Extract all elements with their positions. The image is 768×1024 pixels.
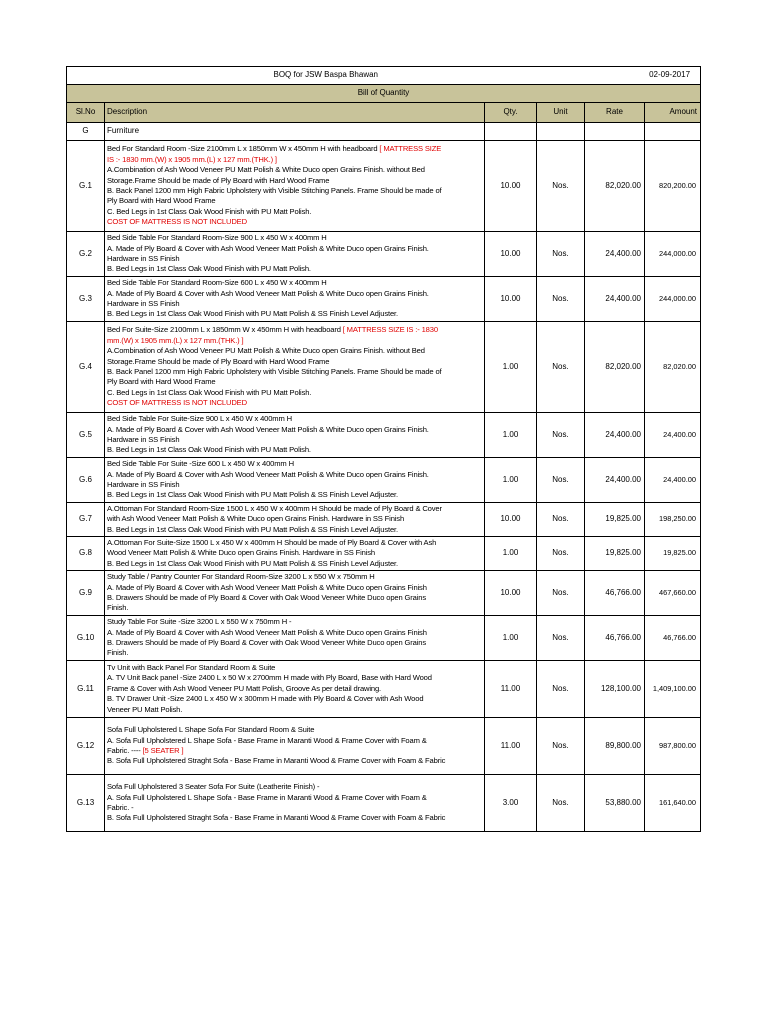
item-qty: 10.00	[485, 503, 537, 537]
table-row	[67, 458, 701, 503]
description-line: B. Bed Legs in 1st Class Oak Wood Finish with PU Matt Polish & SS Finish Level Adjuster.	[107, 309, 398, 319]
description-line: A.Combination of Ash Wood Veneer PU Matt Polish & White Duco open Grains Finish. without Bed	[107, 346, 425, 356]
description-line: Sofa Full Upholstered 3 Seater Sofa For Suite (Leatherite Finish) -	[107, 782, 320, 792]
description-line: A. Made of Ply Board & Cover with Ash Wood Veneer Matt Polish & White Duco open Grains Finish.	[107, 424, 429, 434]
item-description	[105, 322, 485, 413]
item-qty: 10.00	[485, 141, 537, 232]
item-rate: 82,020.00	[585, 322, 645, 413]
item-unit: Nos.	[537, 277, 585, 322]
description-line: Fabric. -	[107, 803, 134, 812]
item-qty: 1.00	[485, 413, 537, 458]
table-row	[67, 537, 701, 571]
item-rate: 24,400.00	[585, 413, 645, 458]
description-line: C. Bed Legs in 1st Class Oak Wood Finish with PU Matt Polish.	[107, 206, 312, 216]
item-sl-no: G.5	[67, 413, 105, 458]
table-row	[67, 661, 701, 718]
item-amount: 19,825.00	[645, 537, 701, 571]
item-amount: 1,409,100.00	[645, 661, 701, 718]
column-header-rate: Rate	[585, 103, 645, 123]
description-line: A.Ottoman For Suite-Size 1500 L x 450 W x 400mm H Should be made of Ply Board & Cover with Ash	[107, 537, 437, 547]
description-line: Veneer PU Matt Polish.	[107, 704, 183, 714]
description-line: Bed Side Table For Suite-Size 900 L x 450 W x 400mm H	[107, 414, 292, 424]
item-sl-no: G.1	[67, 141, 105, 232]
item-qty: 11.00	[485, 661, 537, 718]
description-line: A. Sofa Full Upholstered L Shape Sofa - Base Frame in Maranti Wood & Frame Cover with Foam &	[107, 792, 427, 802]
description-line: B. Sofa Full Upholstered Straght Sofa - Base Frame in Maranti Wood & Frame Cover with Foam & Fabric	[107, 756, 446, 766]
item-rate: 46,766.00	[585, 571, 645, 616]
item-sl-no: G.7	[67, 503, 105, 537]
description-line	[107, 217, 482, 227]
description-line: B. Bed Legs in 1st Class Oak Wood Finish with PU Matt Polish.	[107, 264, 311, 274]
item-amount: 244,000.00	[645, 277, 701, 322]
description-line	[107, 398, 482, 408]
item-sl-no: G.11	[67, 661, 105, 718]
item-sl-no: G.2	[67, 232, 105, 277]
description-line: Study Table / Pantry Counter For Standard Room-Size 3200 L x 550 W x 750mm H	[107, 572, 375, 582]
description-line: A. Made of Ply Board & Cover with Ash Wood Veneer Matt Polish & White Duco open Grains Finish	[107, 582, 427, 592]
item-description	[105, 571, 485, 616]
table-row	[67, 277, 701, 322]
item-description	[105, 718, 485, 775]
item-rate: 24,400.00	[585, 458, 645, 503]
description-line: Hardware in SS Finish	[107, 480, 180, 489]
item-amount: 46,766.00	[645, 616, 701, 661]
item-rate: 82,020.00	[585, 141, 645, 232]
boq-table	[66, 66, 701, 832]
description-line: Finish.	[107, 603, 129, 613]
table-row	[67, 616, 701, 661]
description-line: Bed Side Table For Standard Room-Size 600 L x 450 W x 400mm H	[107, 278, 327, 288]
description-line: B. Bed Legs in 1st Class Oak Wood Finish with PU Matt Polish & SS Finish Level Adjuster.	[107, 558, 398, 568]
item-unit: Nos.	[537, 661, 585, 718]
item-sl-no: G.9	[67, 571, 105, 616]
table-row	[67, 775, 701, 832]
item-unit: Nos.	[537, 458, 585, 503]
description-line: B. Back Panel 1200 mm High Fabric Upholstery with Visible Stitching Panels. Frame Should be made of	[107, 367, 442, 376]
item-unit: Nos.	[537, 322, 585, 413]
table-row	[67, 141, 701, 232]
description-line: A. Made of Ply Board & Cover with Ash Wood Veneer Matt Polish & White Duco open Grains Finish.	[107, 288, 429, 298]
highlight-note: IS :- 1830 mm.(W) x 1905 mm.(L) x 127 mm.(THK.) ]	[107, 154, 277, 164]
description-line: Hardware in SS Finish	[107, 435, 180, 444]
item-description	[105, 616, 485, 661]
description-line: A.Combination of Ash Wood Veneer PU Matt Polish & White Duco open Grains Finish. without Bed	[107, 165, 425, 175]
description-line: Storage.Frame Should be made of Ply Board with Hard Wood Frame	[107, 356, 330, 366]
column-header-qty: Qty.	[485, 103, 537, 123]
item-amount: 24,400.00	[645, 413, 701, 458]
item-amount: 24,400.00	[645, 458, 701, 503]
item-amount: 820,200.00	[645, 141, 701, 232]
subtitle-row	[67, 85, 701, 103]
table-row	[67, 413, 701, 458]
table-row	[67, 322, 701, 413]
item-description	[105, 141, 485, 232]
description-line: Ply Board with Hard Wood Frame	[107, 196, 216, 206]
section-empty-rate	[585, 123, 645, 141]
description-line: Bed For Suite-Size 2100mm L x 1850mm W x 450mm H with headboard [ MATTRESS SIZE IS :- 1830	[107, 325, 438, 335]
item-qty: 10.00	[485, 277, 537, 322]
item-description	[105, 277, 485, 322]
description-line: Tv Unit with Back Panel For Standard Room & Suite	[107, 662, 276, 672]
description-line: A. Made of Ply Board & Cover with Ash Wood Veneer Matt Polish & White Duco open Grains Finish.	[107, 243, 429, 253]
document-title: BOQ for JSW Baspa Bhawan	[67, 67, 585, 85]
highlight-note: [5 SEATER ]	[142, 746, 184, 755]
section-empty-amount	[645, 123, 701, 141]
item-unit: Nos.	[537, 718, 585, 775]
description-line: B. Back Panel 1200 mm High Fabric Upholstery with Visible Stitching Panels. Frame Should be made of	[107, 186, 442, 195]
item-rate: 24,400.00	[585, 232, 645, 277]
item-amount: 244,000.00	[645, 232, 701, 277]
item-sl-no: G.6	[67, 458, 105, 503]
item-rate: 128,100.00	[585, 661, 645, 718]
item-sl-no: G.12	[67, 718, 105, 775]
item-rate: 89,800.00	[585, 718, 645, 775]
title-row	[67, 67, 701, 85]
item-qty: 1.00	[485, 322, 537, 413]
description-line: B. Bed Legs in 1st Class Oak Wood Finish with PU Matt Polish & SS Finish Level Adjuster.	[107, 490, 398, 500]
item-unit: Nos.	[537, 141, 585, 232]
item-unit: Nos.	[537, 503, 585, 537]
item-rate: 19,825.00	[585, 537, 645, 571]
item-amount: 82,020.00	[645, 322, 701, 413]
item-unit: Nos.	[537, 413, 585, 458]
column-header-unit: Unit	[537, 103, 585, 123]
item-rate: 53,880.00	[585, 775, 645, 832]
item-qty: 10.00	[485, 571, 537, 616]
table-row	[67, 718, 701, 775]
item-rate: 19,825.00	[585, 503, 645, 537]
description-line: B. TV Drawer Unit -Size 2400 L x 450 W x 300mm H made with Ply Board & Cover with Ash Wood	[107, 694, 424, 704]
boq-sheet	[66, 66, 700, 832]
description-line: A. Sofa Full Upholstered L Shape Sofa - Base Frame in Maranti Wood & Frame Cover with Foam &	[107, 735, 427, 745]
description-line: A. Made of Ply Board & Cover with Ash Wood Veneer Matt Polish & White Duco open Grains Finish	[107, 627, 427, 637]
description-line: Hardware in SS Finish	[107, 299, 180, 308]
description-line: Wood Veneer Matt Polish & White Duco open Grains Finish. Hardware in SS Finish	[107, 548, 375, 558]
item-description	[105, 775, 485, 832]
item-unit: Nos.	[537, 571, 585, 616]
highlight-note: COST OF MATTRESS IS NOT INCLUDED	[107, 398, 247, 408]
item-unit: Nos.	[537, 775, 585, 832]
description-line: with Ash Wood Veneer Matt Polish & White Duco open Grains Finish. Hardware in SS Finish	[107, 514, 405, 524]
description-line: B. Sofa Full Upholstered Straght Sofa - Base Frame in Maranti Wood & Frame Cover with Foam & Fabric	[107, 813, 446, 823]
item-unit: Nos.	[537, 232, 585, 277]
description-line: Sofa Full Upholstered L Shape Sofa For Standard Room & Suite	[107, 725, 315, 735]
section-name: Furniture	[105, 123, 485, 141]
item-sl-no: G.13	[67, 775, 105, 832]
table-row	[67, 571, 701, 616]
item-sl-no: G.4	[67, 322, 105, 413]
description-line: B. Bed Legs in 1st Class Oak Wood Finish with PU Matt Polish & SS Finish Level Adjuster.	[107, 524, 398, 534]
column-header-slno: Sl.No	[67, 103, 105, 123]
description-line: Ply Board with Hard Wood Frame	[107, 377, 216, 387]
description-line: Bed Side Table For Standard Room-Size 900 L x 450 W x 400mm H	[107, 233, 327, 243]
description-line: B. Bed Legs in 1st Class Oak Wood Finish with PU Matt Polish.	[107, 445, 311, 455]
item-amount: 198,250.00	[645, 503, 701, 537]
item-qty: 10.00	[485, 232, 537, 277]
item-sl-no: G.10	[67, 616, 105, 661]
item-qty: 1.00	[485, 458, 537, 503]
item-description	[105, 537, 485, 571]
item-qty: 3.00	[485, 775, 537, 832]
description-line: Frame & Cover with Ash Wood Veneer PU Matt Polish, Groove As per detail drawing.	[107, 683, 382, 693]
item-description	[105, 413, 485, 458]
item-description	[105, 503, 485, 537]
item-rate: 24,400.00	[585, 277, 645, 322]
section-code: G	[67, 123, 105, 141]
column-header-description: Description	[105, 103, 485, 123]
description-line: A.Ottoman For Standard Room-Size 1500 L x 450 W x 400mm H Should be made of Ply Board & Cover	[107, 503, 442, 513]
item-qty: 11.00	[485, 718, 537, 775]
item-unit: Nos.	[537, 537, 585, 571]
item-rate: 46,766.00	[585, 616, 645, 661]
highlight-note: mm.(W) x 1905 mm.(L) x 127 mm.(THK.) ]	[107, 335, 244, 345]
description-line: A. TV Unit Back panel -Size 2400 L x 50 W x 2700mm H made with Ply Board, Base with Hard Wood	[107, 673, 432, 683]
item-description	[105, 458, 485, 503]
description-line: Study Table For Suite -Size 3200 L x 550 W x 750mm H -	[107, 617, 292, 627]
description-line: B. Drawers Should be made of Ply Board & Cover with Oak Wood Veneer White Duco open Grains	[107, 638, 426, 647]
section-empty-qty	[485, 123, 537, 141]
highlight-note: [ MATTRESS SIZE IS :- 1830	[342, 325, 438, 335]
description-line: Bed For Standard Room -Size 2100mm L x 1850mm W x 450mm H with headboard [ MATTRESS SIZE	[107, 144, 442, 154]
item-amount: 467,660.00	[645, 571, 701, 616]
item-amount: 987,800.00	[645, 718, 701, 775]
description-line: C. Bed Legs in 1st Class Oak Wood Finish with PU Matt Polish.	[107, 387, 312, 397]
item-unit: Nos.	[537, 616, 585, 661]
description-line	[107, 336, 482, 346]
section-empty-unit	[537, 123, 585, 141]
item-amount: 161,640.00	[645, 775, 701, 832]
highlight-note: [ MATTRESS SIZE	[379, 144, 442, 154]
description-line	[107, 155, 482, 165]
document-date: 02-09-2017	[585, 67, 701, 85]
item-description	[105, 661, 485, 718]
description-line: B. Drawers Should be made of Ply Board & Cover with Oak Wood Veneer White Duco open Grains	[107, 593, 426, 602]
item-qty: 1.00	[485, 537, 537, 571]
column-header-amount: Amount	[645, 103, 701, 123]
description-line: Hardware in SS Finish	[107, 254, 180, 263]
section-row	[67, 123, 701, 141]
highlight-note: COST OF MATTRESS IS NOT INCLUDED	[107, 217, 247, 227]
item-qty: 1.00	[485, 616, 537, 661]
item-sl-no: G.3	[67, 277, 105, 322]
description-line: Bed Side Table For Suite -Size 600 L x 450 W x 400mm H	[107, 459, 294, 469]
item-description	[105, 232, 485, 277]
table-row	[67, 232, 701, 277]
description-line: Finish.	[107, 648, 129, 658]
item-sl-no: G.8	[67, 537, 105, 571]
table-row	[67, 503, 701, 537]
description-line: A. Made of Ply Board & Cover with Ash Wood Veneer Matt Polish & White Duco open Grains Finish.	[107, 469, 429, 479]
description-line: Fabric. ---- [5 SEATER ]	[107, 746, 184, 755]
description-line: Storage.Frame Should be made of Ply Board with Hard Wood Frame	[107, 175, 330, 185]
bill-of-quantity-title: Bill of Quantity	[67, 85, 701, 103]
column-header-row	[67, 103, 701, 123]
